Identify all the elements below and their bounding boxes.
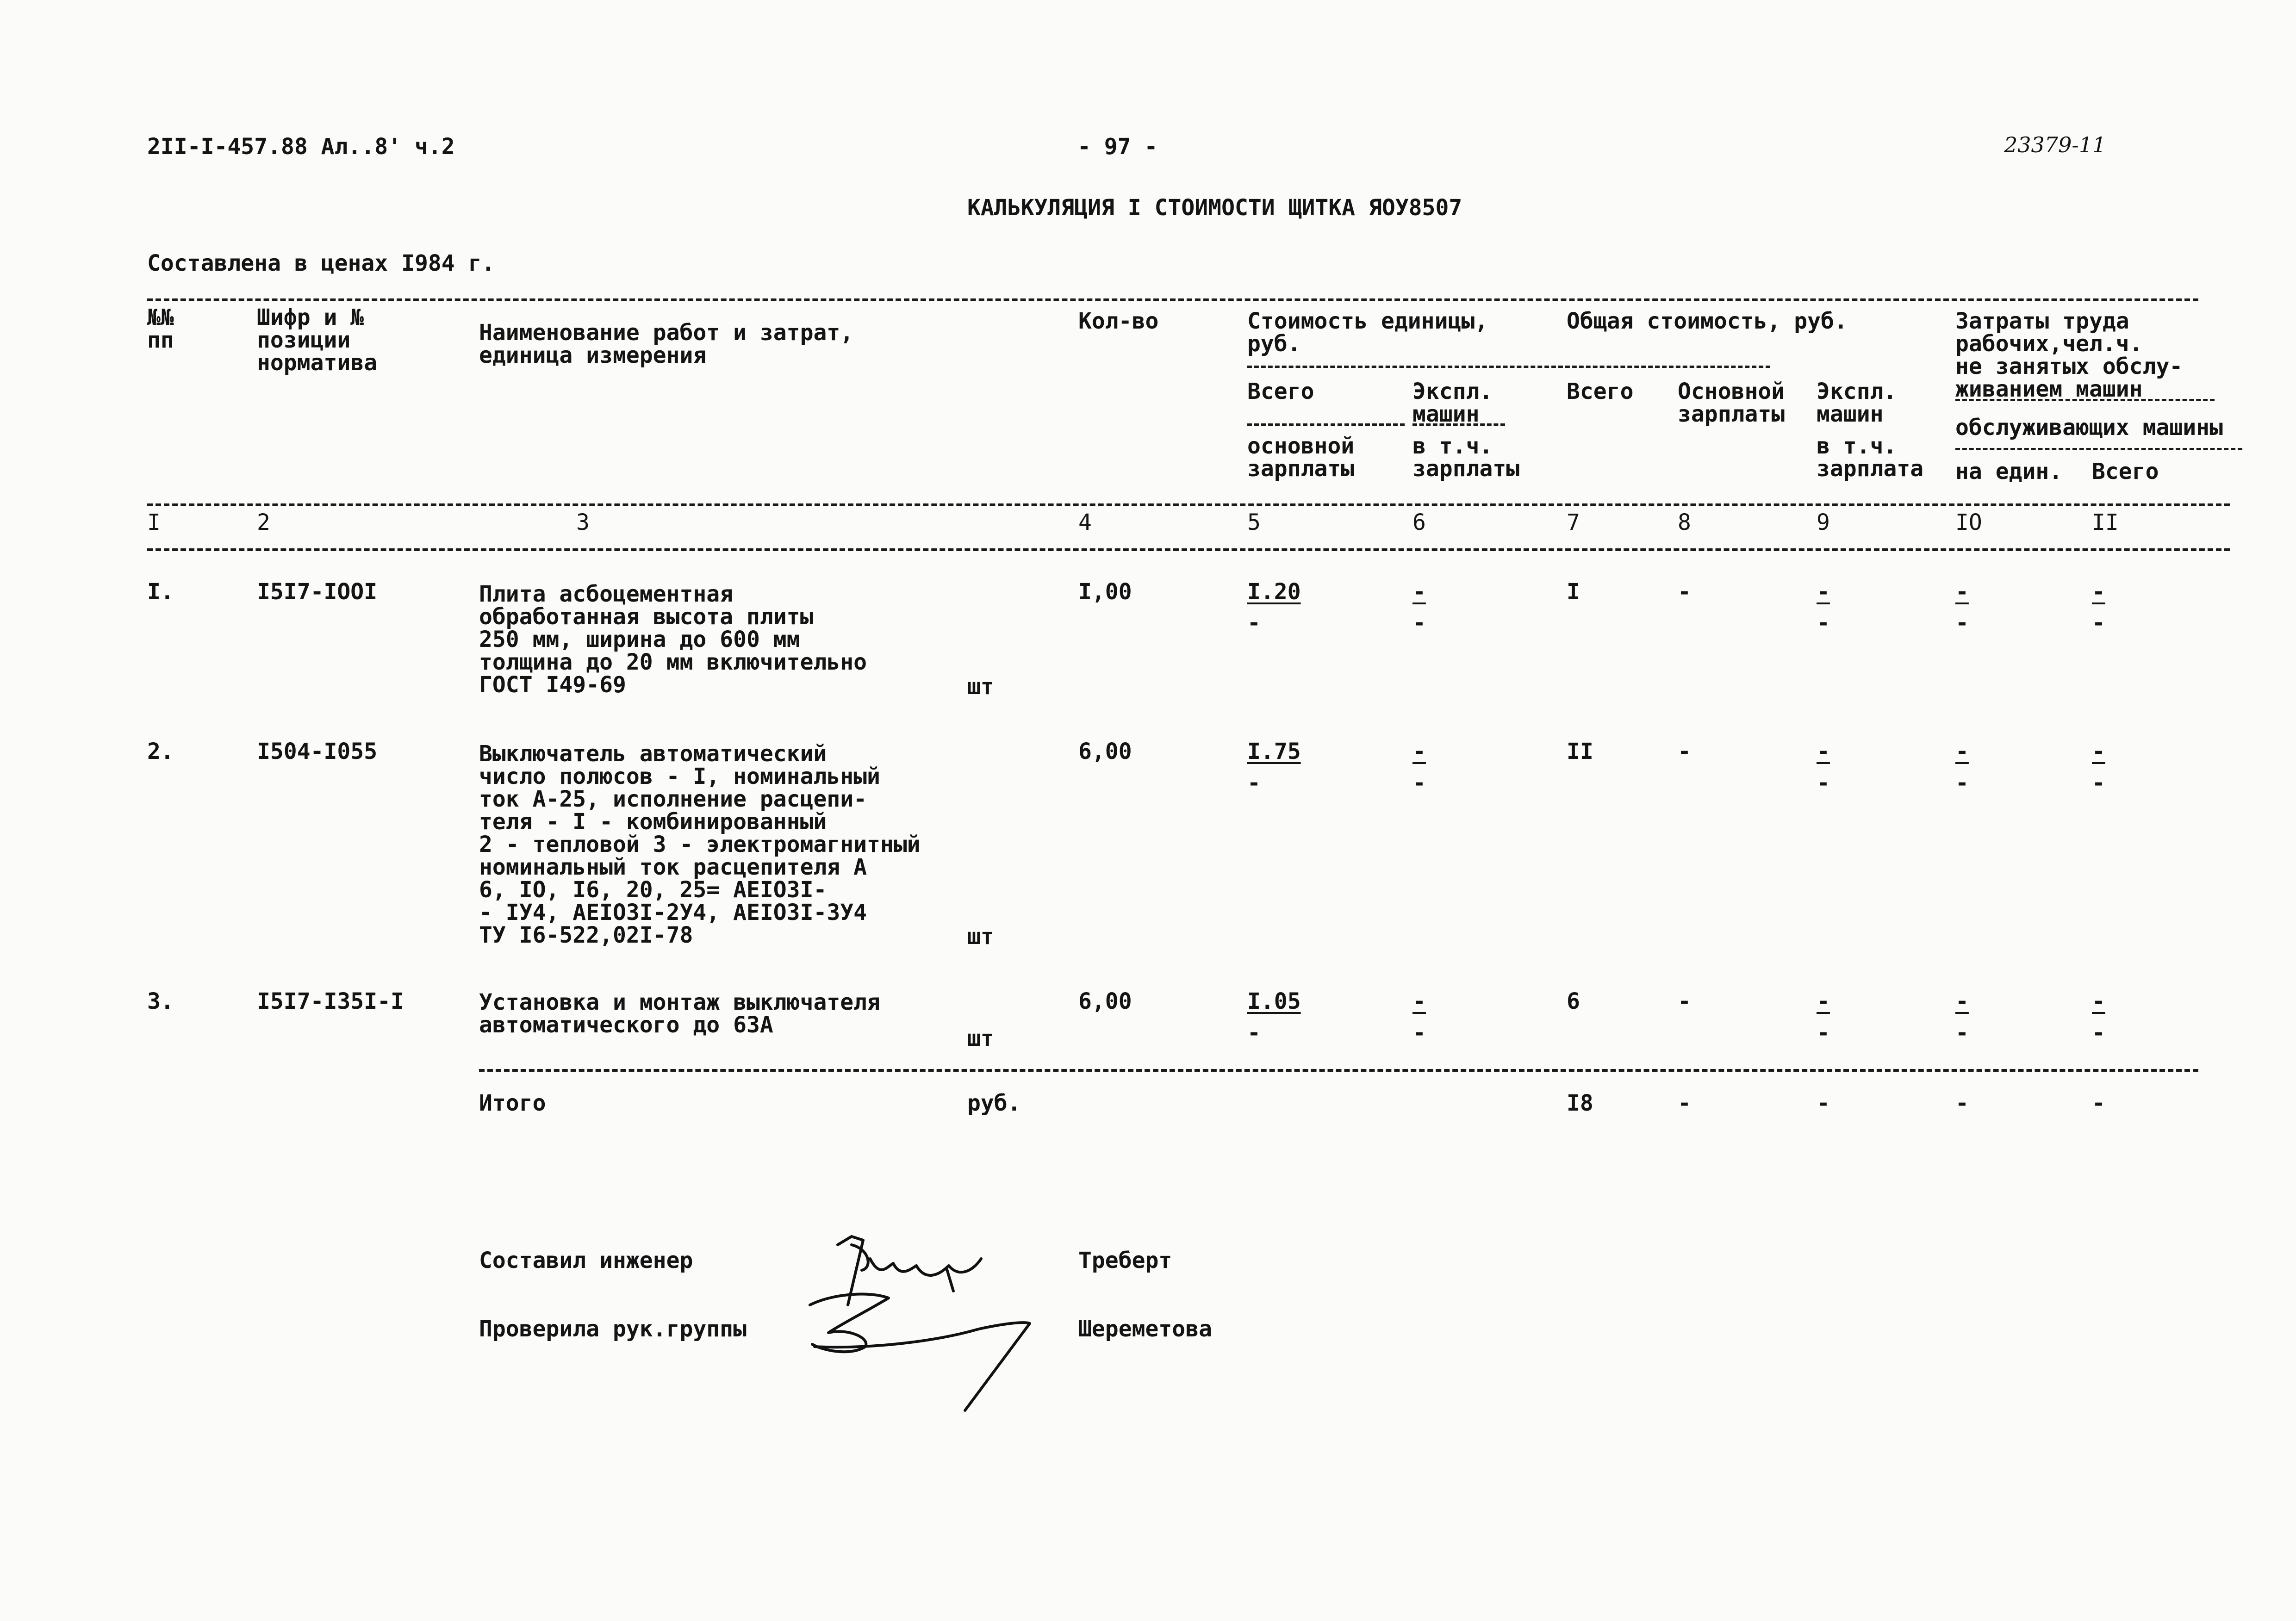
- header-num: №№ пп: [147, 304, 174, 353]
- page-number: - 97 -: [1077, 134, 1158, 160]
- row-labor-per-unit: -: [1955, 988, 1969, 1014]
- row-qty: I,00: [1078, 579, 1132, 605]
- column-number: II: [2092, 509, 2119, 535]
- column-number: IO: [1955, 509, 1982, 535]
- row-labor-total: -: [2092, 579, 2105, 605]
- row-qty: 6,00: [1078, 988, 1132, 1014]
- row-unit-incl-salary: -: [1412, 610, 1426, 636]
- prices-note: Составлена в ценах I984 г.: [147, 250, 495, 276]
- row-unit: шт: [967, 674, 994, 700]
- row-code: I5I7-I35I-I: [257, 988, 404, 1014]
- row-labor-total-machines: -: [2092, 610, 2105, 636]
- row-unit-cost: I.20: [1247, 579, 1301, 605]
- column-number: 9: [1817, 509, 1830, 535]
- row-base-salary: -: [1678, 988, 1691, 1014]
- signature-checker: [810, 1294, 1030, 1410]
- checked-by-name: Шереметова: [1078, 1316, 1212, 1342]
- row-labor-per-unit: -: [1955, 579, 1969, 605]
- row-number: I.: [147, 579, 174, 605]
- row-unit-machines: -: [1412, 988, 1426, 1014]
- header-unit-incl-salary: в т.ч. зарплаты: [1412, 433, 1520, 482]
- header-unit-total: Всего: [1247, 379, 1314, 404]
- row-labor-per-unit-machines: -: [1955, 610, 1969, 636]
- header-unit-base-salary: основной зарплаты: [1247, 433, 1355, 482]
- header-unit-machines: Экспл. машин: [1412, 379, 1493, 427]
- total-label: Итого: [479, 1090, 546, 1116]
- header-code: Шифр и № позиции норматива: [257, 304, 378, 376]
- row-incl-salary: -: [1817, 1020, 1830, 1046]
- header-labor: Затраты труда рабочих,чел.ч. не занятых обслу- живанием машин: [1955, 308, 2183, 402]
- checked-by-label: Проверила рук.группы: [479, 1316, 747, 1342]
- row-unit-cost: I.05: [1247, 988, 1301, 1014]
- column-number: 6: [1412, 509, 1426, 535]
- row-incl-salary: -: [1817, 770, 1830, 796]
- column-number: 2: [257, 509, 270, 535]
- row-unit-machines: -: [1412, 579, 1426, 605]
- row-name: Установка и монтаж выключателя автоматического до 63А: [479, 989, 880, 1038]
- archive-number: 23379-11: [2004, 132, 2106, 157]
- header-total-base-salary: Основной зарплаты: [1678, 379, 1785, 427]
- header-total-incl-salary: в т.ч. зарплата: [1817, 433, 1924, 482]
- row-code: I5I7-IOOI: [257, 579, 378, 605]
- row-unit-machines: -: [1412, 739, 1426, 764]
- row-unit: шт: [967, 1025, 994, 1051]
- row-base-salary: -: [1678, 739, 1691, 764]
- row-machines: -: [1817, 739, 1830, 764]
- header-total-cost: Общая стоимость, руб.: [1567, 308, 1848, 334]
- total-labor-total: -: [2092, 1090, 2105, 1116]
- row-code: I504-I055: [257, 739, 378, 764]
- header-total-total: Всего: [1567, 379, 1634, 404]
- row-total: 6: [1567, 988, 1580, 1014]
- row-machines: -: [1817, 988, 1830, 1014]
- column-number: I: [147, 509, 161, 535]
- column-number: 7: [1567, 509, 1580, 535]
- row-qty: 6,00: [1078, 739, 1132, 764]
- row-labor-per-unit-machines: -: [1955, 770, 1969, 796]
- row-name: Плита асбоцементная обработанная высота плиты 250 мм, ширина до 600 мм толщина до 20 мм включительно ГОСТ I49-69: [479, 581, 867, 698]
- row-labor-total-machines: -: [2092, 770, 2105, 796]
- total-incl-salary: -: [1817, 1090, 1830, 1116]
- row-unit-incl-salary: -: [1412, 1020, 1426, 1046]
- row-unit-base-salary: -: [1247, 770, 1261, 796]
- column-number: 4: [1078, 509, 1092, 535]
- document-code: 2II-I-457.88 Ал..8' ч.2: [147, 134, 455, 160]
- column-number: 8: [1678, 509, 1691, 535]
- row-machines: -: [1817, 579, 1830, 605]
- row-labor-total: -: [2092, 988, 2105, 1014]
- header-unit-cost: Стоимость единицы, руб.: [1247, 308, 1488, 357]
- header-name: Наименование работ и затрат, единица измерения: [479, 320, 854, 368]
- compiled-by-name: Треберт: [1078, 1248, 1172, 1273]
- total-base-salary: -: [1678, 1090, 1691, 1116]
- row-name: Выключатель автоматический число полюсов - I, номинальный ток А-25, исполнение расцепи- теля - I - комбинированный 2 - тепловой 3 - электромагнитный номинальный ток расцепителя А 6, IO, I6, 20, 25= АЕIO3I- - IУ4, АЕIO3I-2У4, АЕIO3I-3У4 ТУ I6-522,02I-78: [479, 741, 921, 948]
- total-unit: руб.: [967, 1090, 1021, 1116]
- row-base-salary: -: [1678, 579, 1691, 605]
- document-title: КАЛЬКУЛЯЦИЯ I СТОИМОСТИ ЩИТКА ЯОУ8507: [967, 195, 1462, 221]
- header-qty: Кол-во: [1078, 308, 1159, 334]
- row-unit-incl-salary: -: [1412, 770, 1426, 796]
- row-number: 2.: [147, 739, 174, 764]
- row-labor-per-unit-machines: -: [1955, 1020, 1969, 1046]
- row-labor-per-unit: -: [1955, 739, 1969, 764]
- total-value: I8: [1567, 1090, 1593, 1116]
- row-labor-total-machines: -: [2092, 1020, 2105, 1046]
- row-unit-base-salary: -: [1247, 1020, 1261, 1046]
- header-total-machines: Экспл. машин: [1817, 379, 1897, 427]
- header-labor-per-unit: на един.: [1955, 459, 2063, 484]
- row-unit-cost: I.75: [1247, 739, 1301, 764]
- header-labor-total: Всего: [2092, 459, 2159, 484]
- header-labor-machines: обслуживающих машины: [1955, 415, 2223, 441]
- total-labor-per-unit: -: [1955, 1090, 1969, 1116]
- row-total: II: [1567, 739, 1593, 764]
- column-number: 3: [576, 509, 590, 535]
- row-labor-total: -: [2092, 739, 2105, 764]
- row-total: I: [1567, 579, 1580, 605]
- column-number: 5: [1247, 509, 1261, 535]
- row-incl-salary: -: [1817, 610, 1830, 636]
- row-unit: шт: [967, 924, 994, 950]
- row-number: 3.: [147, 988, 174, 1014]
- row-unit-base-salary: -: [1247, 610, 1261, 636]
- compiled-by-label: Составил инженер: [479, 1248, 693, 1273]
